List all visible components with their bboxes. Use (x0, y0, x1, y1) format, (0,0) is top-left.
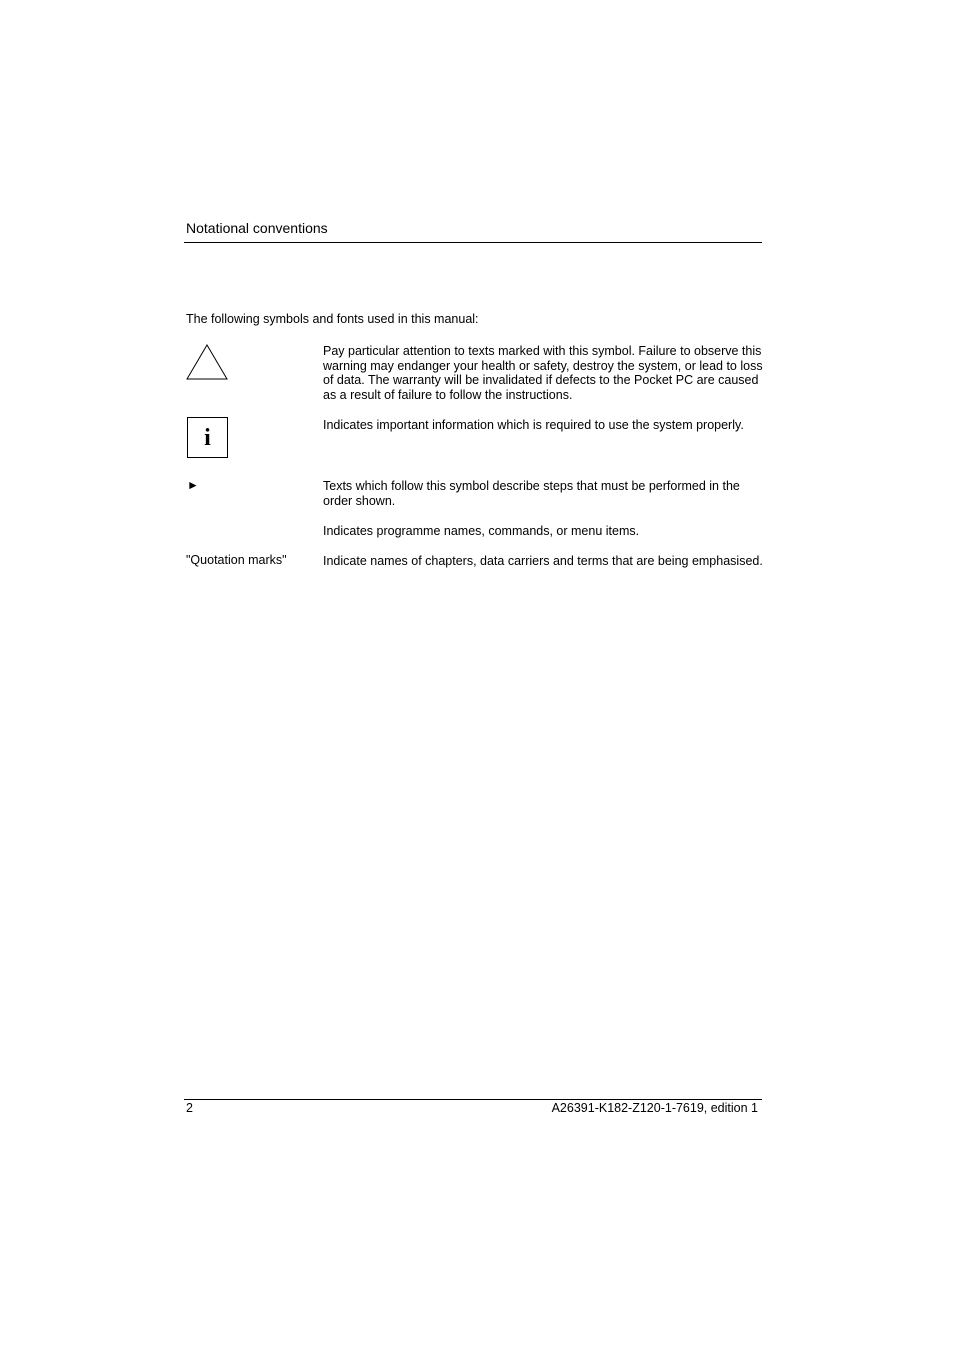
running-head-title: Notational conventions (186, 220, 328, 236)
footer-rule (184, 1099, 762, 1100)
steps-description: Texts which follow this symbol describe steps that must be performed in the order shown. (323, 479, 740, 508)
warning-triangle-icon (186, 343, 230, 381)
quotation-marks-description: Indicate names of chapters, data carriers and terms that are being emphasised. (323, 554, 763, 568)
programme-names-description: Indicates programme names, commands, or menu items. (323, 524, 640, 538)
document-id: A26391-K182-Z120-1-7619, edition 1 (551, 1101, 758, 1115)
intro-text: The following symbols and fonts used in this manual: (186, 312, 479, 326)
info-glyph: i (204, 424, 211, 451)
header-rule (184, 242, 762, 243)
info-description: Indicates important information which is required to use the system properly. (323, 418, 744, 432)
quotation-marks-label: "Quotation marks" (186, 553, 287, 567)
info-box-icon (187, 417, 228, 458)
page-number: 2 (186, 1101, 193, 1115)
arrow-right-icon: ► (187, 478, 199, 492)
warning-description: Pay particular attention to texts marked with this symbol. Failure to observe this warning may endanger your health or safety, destroy the system, or lead to loss of data. The warranty will be invalidated if defects to the Pocket PC are caused as a result of failure to follow the instructions. (323, 344, 763, 402)
